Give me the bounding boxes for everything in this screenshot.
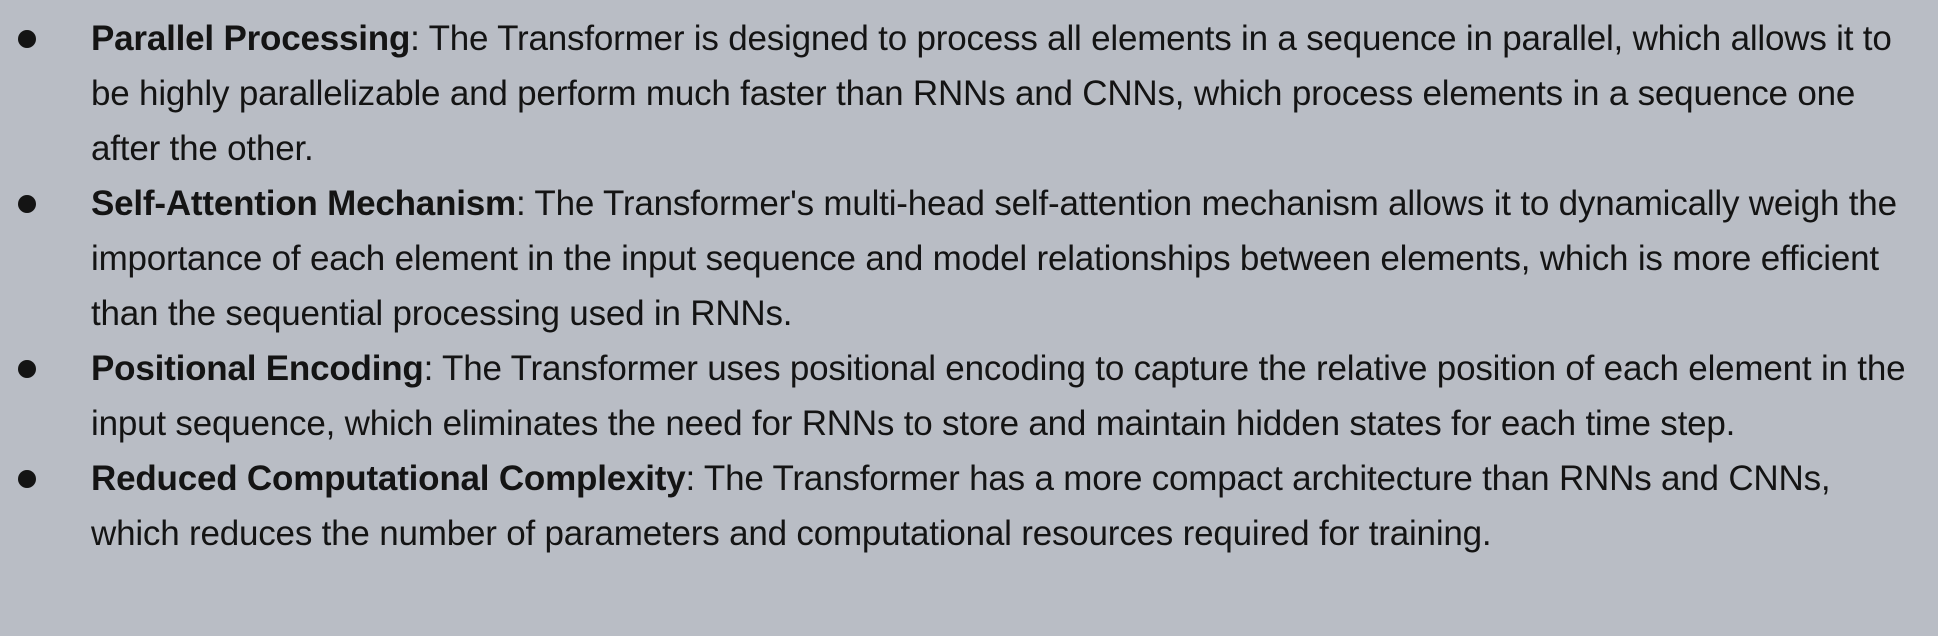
bullet-icon — [18, 360, 36, 378]
item-term: Parallel Processing — [91, 19, 411, 58]
bullet-icon — [18, 30, 36, 48]
item-description: The Transformer has a more compact architecture than RNNs and CNNs, which reduces the number of parameters and computational resources required for training. — [91, 459, 1831, 553]
item-separator: : — [410, 19, 420, 58]
item-term: Reduced Computational Complexity — [91, 459, 686, 498]
list-item — [0, 176, 1938, 341]
item-separator: : — [515, 184, 526, 223]
item-term: Self-Attention Mechanism — [91, 184, 516, 223]
bullet-icon — [18, 195, 36, 213]
bullet-icon — [18, 470, 36, 488]
list-item — [0, 341, 1938, 451]
item-term: Positional Encoding — [91, 349, 424, 388]
list-item — [0, 11, 1938, 176]
item-description: The Transformer is designed to process all elements in a sequence in parallel, which allows it to be highly parallelizable and perform much faster than RNNs and CNNs, which process elements in a sequence one after the other. — [91, 19, 1892, 168]
item-separator: : — [685, 459, 696, 498]
item-separator: : — [423, 349, 434, 388]
list-item — [0, 451, 1938, 561]
item-description: The Transformer's multi-head self-attention mechanism allows it to dynamically weigh the importance of each element in the input sequence and model relationships between elements, which is more efficient than the sequential processing used in RNNs. — [91, 184, 1897, 333]
item-description: The Transformer uses positional encoding to capture the relative position of each element in the input sequence, which eliminates the need for RNNs to store and maintain hidden states for each time step. — [91, 349, 1906, 443]
